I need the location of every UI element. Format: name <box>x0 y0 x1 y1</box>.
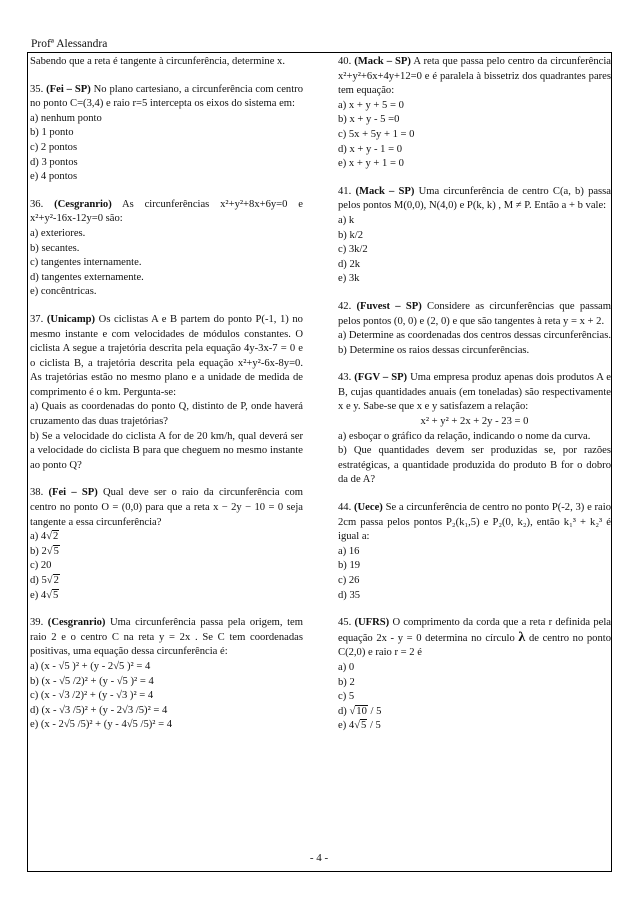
question-source: (Fuvest – SP) <box>356 300 422 312</box>
question-number: 37. <box>30 313 44 325</box>
question-text-end: seja tangente a essa circunferência? <box>30 502 303 528</box>
option-a: a) k <box>338 214 355 226</box>
item-b: b) Se a velocidade do ciclista A for de 20 km/h, qual deverá ser a velocidade do ciclista B para que cheguem no mesmo instante ao ponto Q? <box>30 430 303 471</box>
question-text: No plano cartesiano, a circunferência com centro no ponto C=(3,4) e raio r=5 intercepta os eixos do sistema em: <box>30 83 303 110</box>
bottom-rule <box>27 871 612 872</box>
option-b: b) (x - √5 /2)² + (y - √5 )² = 4 <box>30 675 154 687</box>
question-text: A reta que passa pelo centro da circunferência x²+y²+6x+4y+12=0 e é paralela à bissetriz dos quadrantes pares tem equação: <box>338 56 611 97</box>
condition: M ≠ P <box>503 200 529 212</box>
question-42 <box>338 300 611 358</box>
option-a: a) 0 <box>338 661 355 673</box>
option-b: b) 2√5 <box>30 545 59 557</box>
question-45: 45. (UFRS) O comprimento da corda que a reta r definida pela equação 2x - y = 0 determina no círculo λ de centro no ponto C(2,0) e raio r = 2 é a) 0 b) 2 c) 5 d) √10 / 5 e) 4√5 / 5 <box>338 616 611 734</box>
option-e: e) x + y + 1 = 0 <box>338 158 404 170</box>
point-m: M(0,0), <box>393 200 427 212</box>
option-b: b) 1 ponto <box>30 127 74 139</box>
question-source: (UFRS) <box>354 617 390 629</box>
lambda-symbol: λ <box>518 629 526 645</box>
left-border <box>27 53 28 871</box>
question-text: O comprimento da corda que a reta r definida pela equação 2x - y = 0 determina no círculo <box>338 617 611 644</box>
point-p1: P₂(k₁,5) <box>446 516 480 528</box>
item-a: a) esboçar o gráfico da relação, indicando o nome da curva. <box>338 430 591 442</box>
option-a: a) exteriores. <box>30 227 86 239</box>
option-e: e) concêntricas. <box>30 286 97 298</box>
question-41: 41. (Mack – SP) Uma circunferência de centro C(a, b) passa pelos pontos M(0,0), N(4,0) e P(k, k) , M ≠ P. Então a + b vale: a) k b) k/2 c) 3k/2 d) 2k e) 3k <box>338 185 611 287</box>
item-a: a) Determine as coordenadas dos centros dessas circunferências. <box>338 330 611 342</box>
question-number: 36. <box>30 198 44 210</box>
question-source: (Uece) <box>354 502 383 514</box>
option-d: d) 3 pontos <box>30 156 78 168</box>
option-d: d) 35 <box>338 589 361 601</box>
question-text: Qual deve ser o raio da circunferência com centro no ponto O = (0,0) para que a reta <box>30 487 303 514</box>
option-b: b) 19 <box>338 560 361 572</box>
author-header: Profª Alessandra <box>31 38 108 50</box>
carry-over-text: Sabendo que a reta é tangente à circunferência, determine x. <box>30 56 286 67</box>
point-n: N(4,0) <box>428 200 457 212</box>
question-number: 41. <box>338 185 352 197</box>
question-number: 35. <box>30 83 44 95</box>
option-b: b) k/2 <box>338 229 364 241</box>
option-a: a) x + y + 5 = 0 <box>338 99 404 111</box>
option-c: c) 26 <box>338 575 360 586</box>
option-c: c) tangentes internamente. <box>30 257 142 269</box>
option-c: c) 20 <box>30 560 52 572</box>
option-a: a) (x - √5 )² + (y - 2√5 )² = 4 <box>30 660 151 672</box>
question-source: (FGV – SP) <box>354 372 408 384</box>
option-b: b) x + y - 5 =0 <box>338 114 400 126</box>
option-e: e) 4 pontos <box>30 171 78 183</box>
option-c: c) 2 pontos <box>30 141 78 153</box>
question-text: Uma empresa produz apenas dois produtos A e B, cujas quantidades anuais (em toneladas) são respectivamente x e y. Sabe-se que x e y satisfazem a relação: <box>338 372 611 413</box>
option-d: d) tangentes externamente. <box>30 271 144 283</box>
option-d: d) (x - √3 /5)² + (y - 2√3 /5)² = 4 <box>30 704 168 716</box>
question-35 <box>30 83 303 185</box>
option-c: c) 5x + 5y + 1 = 0 <box>338 128 415 140</box>
question-source: (Mack – SP) <box>355 185 415 197</box>
question-text: Uma circunferência de centro <box>418 185 549 197</box>
option-b: b) 2 <box>338 676 355 688</box>
question-source: (Cesgranrio) <box>47 617 106 629</box>
question-37 <box>30 313 303 474</box>
question-source: (Mack – SP) <box>354 56 411 67</box>
question-number: 42. <box>338 300 352 312</box>
option-e: e) (x - 2√5 /5)² + (y - 4√5 /5)² = 4 <box>30 719 173 731</box>
question-40 <box>338 55 611 172</box>
option-c: c) (x - √3 /2)² + (y - √3 )² = 4 <box>30 690 154 702</box>
option-d: d) x + y - 1 = 0 <box>338 143 403 155</box>
question-number: 43. <box>338 372 352 384</box>
option-b: b) secantes. <box>30 242 80 254</box>
option-a: a) 16 <box>338 545 360 557</box>
question-43 <box>338 371 611 488</box>
line-equation: x − 2y − 10 = 0 <box>213 502 284 514</box>
question-text: Se a circunferência de centro no ponto P(-2, 3) e raio 2cm passa pelos pontos <box>338 502 611 528</box>
expression: k₁³ + k₂³ <box>563 516 603 528</box>
question-39 <box>30 616 303 733</box>
question-number: 40. <box>338 56 352 67</box>
item-b: b) Determine os raios dessas circunferências. <box>338 344 530 356</box>
option-c: c) 5 <box>338 691 355 703</box>
question-36 <box>30 198 303 300</box>
point-p: P(k, k) , <box>466 200 502 212</box>
right-border <box>611 53 612 871</box>
item-b: b) Que quantidades devem ser produzidas se, por razões estratégicas, a quantidade produzida do produto B for o dobro da de A? <box>338 445 611 486</box>
point-p2: P₂(0, k₂) <box>492 516 531 528</box>
option-a: a) 4√2 <box>30 531 59 543</box>
question-source: (Cesgranrio) <box>54 198 112 210</box>
question-number: 38. <box>30 487 44 499</box>
relation-equation: x² + y² + 2x + 2y - 23 = 0 <box>420 416 529 428</box>
question-text: Considere as circunferências que passam pelos pontos (0, 0) e (2, 0) e que são tangentes à reta y = x + 2. <box>338 300 612 327</box>
question-number: 44. <box>338 502 352 514</box>
question-text: As circunferências x²+y²+8x+6y=0 e x²+y²-16x-12y=0 são: <box>30 198 303 225</box>
option-d: d) 5√2 <box>30 575 59 586</box>
option-a: a) nenhum ponto <box>30 112 102 124</box>
option-e: e) 4√5 <box>30 589 59 601</box>
top-rule <box>27 52 612 53</box>
option-d: d) √10 / 5 <box>338 705 382 717</box>
question-source: (Fei – SP) <box>46 83 91 95</box>
left-column <box>30 55 303 746</box>
question-38 <box>30 486 303 603</box>
item-a: a) Quais as coordenadas do ponto Q, distinto de P, onde haverá cruzamento das duas trajetórias? <box>30 401 303 428</box>
question-text: Os ciclistas A e B partem do ponto P(-1, 1) no mesmo instante e com velocidades de módulos constantes. O ciclista A segue a trajetória descrita pela equação 4y-3x-7 = 0 e o ciclista B, a trajetória descrita pela equação x²+y²-6x-8y=0. As trajetórias estão no mesmo plano e a unidade de medida de comprimento é o km. Pergunta-se: <box>30 313 303 398</box>
page-number: - 4 - <box>309 852 329 864</box>
option-e: e) 4√5 / 5 <box>338 720 381 732</box>
right-column <box>338 55 611 747</box>
question-source: (Unicamp) <box>46 313 96 325</box>
question-number: 39. <box>30 617 44 629</box>
question-44: 44. (Uece) Se a circunferência de centro no ponto P(-2, 3) e raio 2cm passa pelos pontos P₂(k₁,5) e P₂(0, k₂), então k₁³ + k₂³ é igual a: a) 16 b) 19 c) 26 d) 35 <box>338 501 611 603</box>
option-d: d) 2k <box>338 258 361 270</box>
option-e: e) 3k <box>338 273 360 285</box>
question-text: Uma circunferência passa pela origem, tem raio 2 e o centro C na reta y = 2x . Se C tem coordenadas positivas, uma equação dessa circunferência é: <box>30 617 303 658</box>
option-c: c) 3k/2 <box>338 244 368 256</box>
center-point: C(a, b) <box>552 185 584 197</box>
question-source: (Fei – SP) <box>48 487 98 499</box>
question-number: 45. <box>338 617 352 629</box>
